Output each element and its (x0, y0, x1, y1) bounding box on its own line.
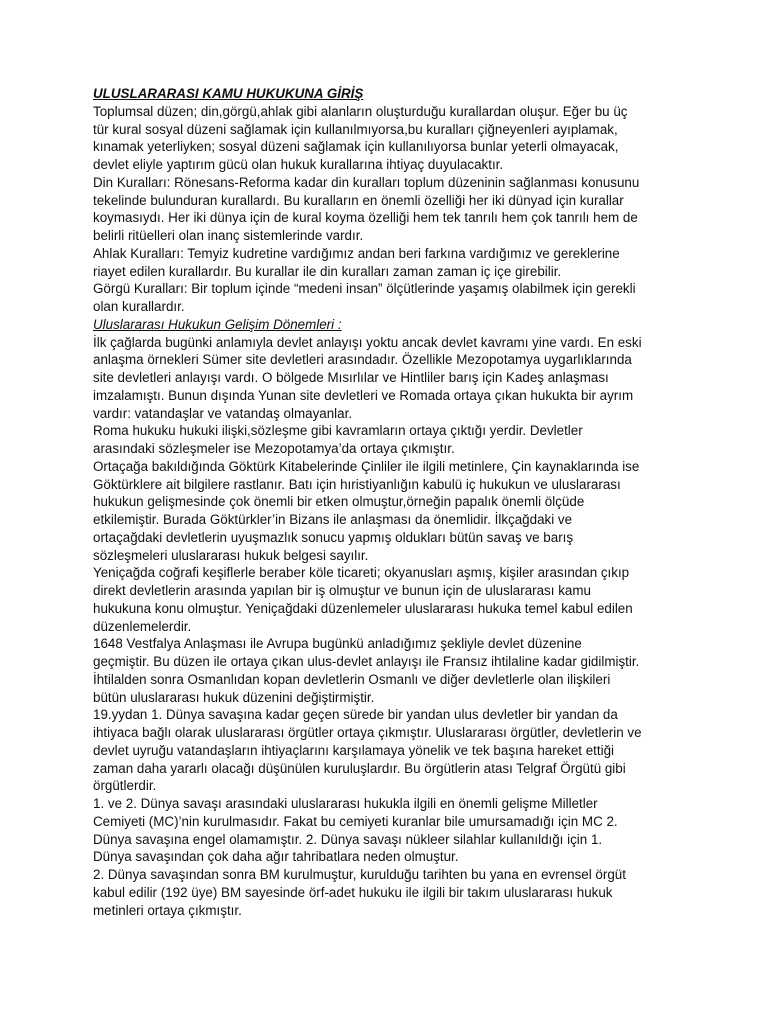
text-line: hukukun gelişmesinde çok önemli bir etken olmuştur,örneğin papalık önemli ölçüde (93, 494, 585, 510)
text-line: vardır: vatandaşlar ve vatandaş olmayanlar. (93, 405, 353, 421)
text-line: direkt devletlerin arasında yapılan bir iş olmuştur ve bunun için de uluslararası kamu (93, 583, 591, 598)
text-line: Yeniçağda coğrafi keşiflerle beraber köle ticareti; okyanusları aşmış, kişiler arasından çıkıp (93, 565, 630, 581)
text-line: Roma hukuku hukuki ilişki,sözleşme gibi kavramların ortaya çıktığı yerdir. Devletler (93, 423, 583, 439)
text-line: kabul edilir (192 üye) BM sayesinde örf-adet hukuku ile ilgili bir takım uluslararası hukuk (93, 884, 613, 900)
text-line: metinleri ortaya çıkmıştır. (93, 902, 242, 918)
text-line: ortaçağdaki devletlerin uyuşmazlık sonucu yapmış oldukları bütün savaş ve barış (93, 529, 574, 545)
text-line: zaman daha yararlı olacağı düşünülen kuruluşlardır. Bu örgütlerin atası Telgraf Örgütü gibi (93, 760, 626, 776)
text-line: devlet eliyle yaptırım gücü olan hukuk kurallarına ihtiyaç duyulacaktır. (93, 157, 504, 172)
text-line: Din Kuralları: Rönesans-Reforma kadar din kuralları toplum düzeninin sağlanması konusunu (93, 174, 640, 190)
text-line: tür kural sosyal düzeni sağlamak için kullanılmıyorsa,bu kuralları çiğneyenleri ayıplamak, (93, 121, 618, 137)
text-line: kınamak yeterliyken; sosyal düzeni sağlamak için kullanılıyorsa bunlar yeterli olmayacak, (93, 139, 619, 155)
text-line: 2. Dünya savaşından sonra BM kurulmuştur, kurulduğu tarihten bu yana en evrensel örgüt (93, 867, 626, 882)
text-line: riayet edilen kurallardır. Bu kurallar ile din kuralları zaman zaman iç içe girebilir. (93, 263, 562, 279)
document-body (93, 85, 683, 919)
text-line: 19.yydan 1. Dünya savaşına kadar geçen sürede bir yandan ulus devletler bir yandan da (93, 707, 618, 723)
text-line: etkilemiştir. Burada Göktürkler’in Bizans ile anlaşması da önemlidir. İlkçağdaki ve (93, 512, 573, 527)
text-line: düzenlemelerdir. (93, 618, 192, 634)
text-line: ihtiyaca bağlı olarak uluslararası örgütler ortaya çıkmıştır. Uluslararası örgütler, devletlerin ve (93, 725, 642, 740)
text-line: geçmiştir. Bu düzen ile ortaya çıkan ulus-devlet anlayışı ile Fransız ihtilaline kadar gidilmiştir. (93, 654, 640, 669)
text-line: 1648 Vestfalya Anlaşması ile Avrupa bugünkü anladığımız şekliyle devlet düzenine (93, 636, 582, 652)
text-line: Göktürklere ait bilgilere rastlanır. Batı için hıristiyanlığın kabulü iç hukukun ve uluslararası (93, 476, 621, 492)
text-line: anlaşma örnekleri Sümer site devletleri arasındadır. Özellikle Mezopotamya uygarlıklarında (93, 352, 632, 368)
text-line: hukukuna konu olmuştur. Yeniçağdaki düzenlemeler uluslararası hukuka temel kabul edilen (93, 600, 633, 616)
text-line: koymasıydı. Her iki dünya için de kural koyma özelliği hem tek tanrılı hem çok tanrılı hem de (93, 210, 638, 226)
text-line: arasındaki sözleşmeler ise Mezopotamya’da ortaya çıkmıştır. (93, 441, 455, 456)
text-line: tekelinde bulunduran kurallardı. Bu kuralların en önemli özelliği her iki dünyad için kurallar (93, 192, 624, 208)
text-line: İlk çağlarda bugünki anlamıyla devlet anlayışı yoktu ancak devlet kavramı yine vardı. En eski (93, 334, 642, 350)
text-line: Görgü Kuralları: Bir toplum içinde “medeni insan” ölçütlerinde yaşamış olabilmek için gerekli (93, 281, 636, 297)
text-line: devlet uyruğu vatandaşların ihtiyaçlarını karşılamaya yönelik ve tek başına hareket ettiği (93, 742, 615, 758)
text-line: sözleşmeleri uluslararası hukuk belgesi sayılır. (93, 547, 369, 563)
text-line: site devletleri anlayışı vardı. O bölgede Mısırlılar ve Hintliler barış için Kadeş anlaşması (93, 370, 609, 385)
text-line: 1. ve 2. Dünya savaşı arasındaki uluslararası hukukla ilgili en önemli gelişme Milletler (93, 796, 598, 811)
document-title: ULUSLARARASI KAMU HUKUKUNA GİRİŞ (93, 86, 364, 101)
text-line: olan kurallardır. (93, 299, 185, 314)
text-line: belirli ritüelleri olan inanç sistemlerinde vardır. (93, 228, 364, 243)
text-line: Ortaçağa bakıldığında Göktürk Kitabelerinde Çinliler ile ilgili metinlere, Çin kaynaklarında ise (93, 458, 640, 474)
text-line: Cemiyeti (MC)’nin kurulmasıdır. Fakat bu cemiyeti kuranlar bile umursamadığı için MC 2. (93, 813, 618, 829)
section-heading: Uluslararası Hukukun Gelişim Dönemleri : (93, 316, 342, 332)
text-line: Dünya savaşından çok daha ağır tahribatlara neden olmuştur. (93, 849, 459, 865)
text-line: Dünya savaşına engel olamamıştır. 2. Dünya savaşı nükleer silahlar kullanıldığı için 1. (93, 831, 603, 847)
text-line: Toplumsal düzen; din,görgü,ahlak gibi alanların oluşturduğu kurallardan oluşur. Eğer bu üç (93, 103, 628, 119)
text-line: İhtilalden sonra Osmanlıdan kopan devletlerin Osmanlı ve diğer devletlerle olan ilişkileri (93, 671, 611, 687)
text-line: imzalamıştı. Bunun dışında Yunan site devletleri ve Romada ortaya çıkan hukukta bir ayrım (93, 387, 634, 403)
text-line: örgütlerdir. (93, 778, 157, 794)
text-line: bütün uluslararası hukuk düzenini değiştirmiştir. (93, 689, 375, 705)
text-line: Ahlak Kuralları: Temyiz kudretine vardığımız andan beri farkına vardığımız ve gereklerine (93, 245, 620, 261)
